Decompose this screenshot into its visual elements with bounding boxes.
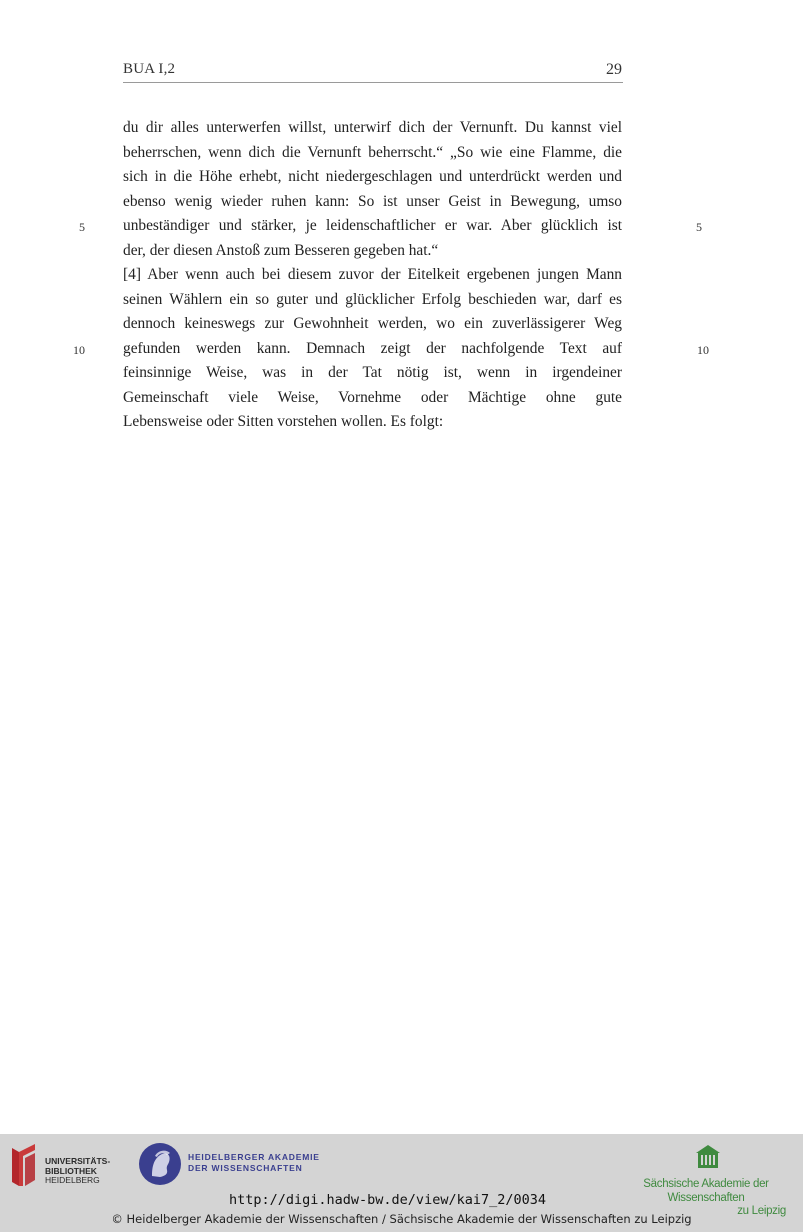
ub-emblem-icon xyxy=(9,1142,39,1186)
text-line: du dir alles unterwerfen willst, unterwirf dich der Vernunft. Du kannst viel xyxy=(123,119,622,136)
text-line: ebenso wenig wieder ruhen kann: So ist unser Geist in Bewegung, umso xyxy=(123,192,622,210)
main-text xyxy=(123,116,622,435)
text-line: unbeständiger und stärker, je leidenschaftlicher er war. Aber glücklich ist xyxy=(123,217,622,234)
line-number-left-10: 10 xyxy=(73,343,85,357)
text-line: beherrschen, wenn dich die Vernunft beherrscht.“ „So wie eine Flamme, die xyxy=(123,143,622,161)
saw-logo-line-2: zu Leipzig xyxy=(737,1205,786,1217)
hadw-logo[interactable] xyxy=(138,1142,328,1188)
line-number-right-10: 10 xyxy=(697,343,709,357)
text-line: Lebensweise oder Sitten vorstehen wollen. Es folgt: xyxy=(123,413,444,430)
text-line: sich in die Höhe erhebt, nicht niedergeschlagen und unterdrückt werden und xyxy=(123,168,622,185)
copyright-notice: © Heidelberger Akademie der Wissenschaften / Sächsische Akademie der Wissenschaften zu Leipzig xyxy=(111,1212,692,1226)
text-line: [4] Aber wenn auch bei diesem zuvor der Eitelkeit ergebenen jungen Mann xyxy=(123,266,622,283)
text-line: dennoch keineswegs zur Gewohnheit werden, wo ein zuverlässigerer Weg xyxy=(123,315,622,332)
saxon-academy-building-icon xyxy=(696,1144,720,1170)
ub-logo-line-1: UNIVERSITÄTS- xyxy=(45,1156,111,1166)
university-library-logo[interactable] xyxy=(9,1142,119,1186)
permalink-url[interactable]: http://digi.hadw-bw.de/view/kai7_2/0034 xyxy=(229,1192,546,1208)
ub-logo-line-2: BIBLIOTHEK xyxy=(45,1165,97,1176)
hadw-logo-line-2: DER WISSENSCHAFTEN xyxy=(188,1163,303,1173)
text-line: gefunden werden kann. Demnach zeigt der nachfolgende Text auf xyxy=(123,339,622,357)
athena-head-icon xyxy=(138,1142,182,1186)
text-line: Gemeinschaft viele Weise, Vornehme oder Mächtige ohne gute xyxy=(123,388,622,406)
ub-logo-line-3: HEIDELBERG xyxy=(45,1175,100,1185)
line-number-right-5: 5 xyxy=(696,220,702,234)
page-number: 29 xyxy=(606,61,622,78)
text-line: feinsinnige Weise, was in der Tat nötig ist, wenn in irgendeiner xyxy=(123,364,622,381)
page-header xyxy=(123,60,623,83)
footer-bar xyxy=(0,1134,803,1232)
text-line: der, der diesen Anstoß zum Besseren gegeben hat.“ xyxy=(123,241,439,259)
hadw-logo-line-1: HEIDELBERGER AKADEMIE xyxy=(188,1152,320,1162)
saw-logo-line-1: Sächsische Akademie der Wissenschaften xyxy=(643,1178,769,1204)
text-line: seinen Wählern ein so guter und glücklicher Erfolg beschieden war, darf es xyxy=(123,290,622,308)
running-title: BUA I,2 xyxy=(123,61,176,77)
line-number-left-5: 5 xyxy=(79,220,85,234)
